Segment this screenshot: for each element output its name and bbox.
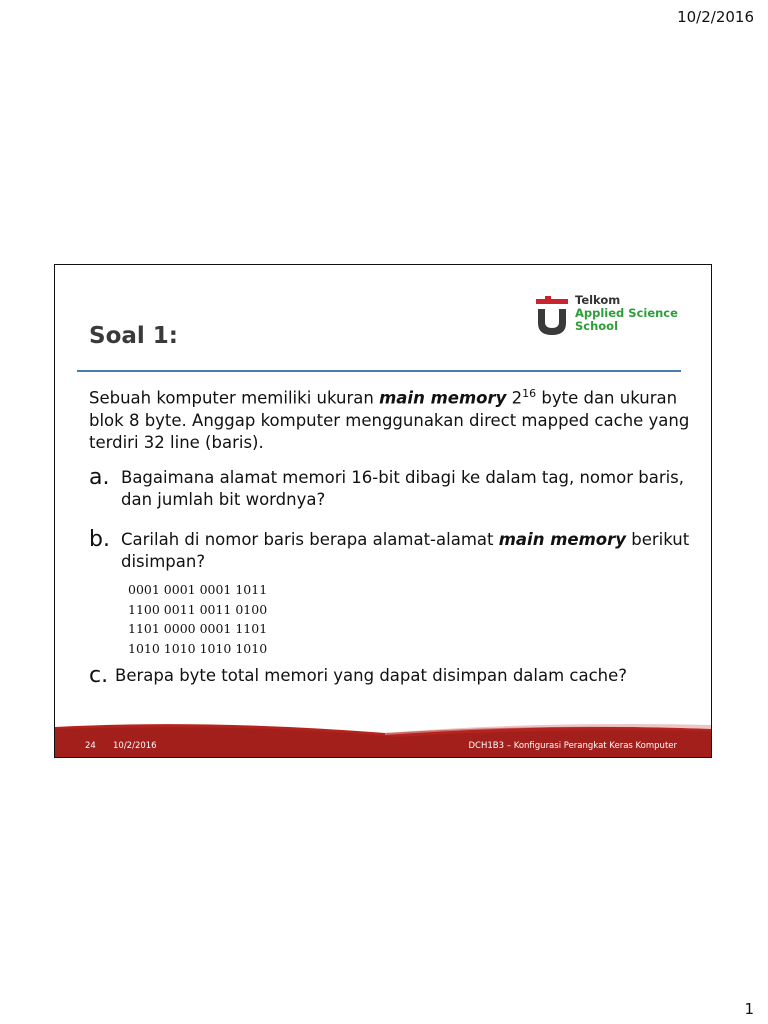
footer-slide-number: 24 xyxy=(85,741,96,751)
slide-footer xyxy=(55,719,711,757)
exponent: 16 xyxy=(522,387,537,400)
question-b-letter: b. xyxy=(89,527,110,552)
question-c-text: Berapa byte total memori yang dapat disimpan dalam cache? xyxy=(115,666,628,685)
address-list xyxy=(128,580,267,658)
logo-line-applied-science: Applied Science xyxy=(575,306,678,320)
problem-intro: Sebuah komputer memiliki ukuran main memory $2^{16}$ byte dan ukuran blok 8 byte. Anggap komputer menggunakan direct mapped cache yang terdiri 32 line (baris). xyxy=(89,387,690,452)
emphasis-main-memory-b: main memory xyxy=(498,530,626,549)
question-c-letter: c. xyxy=(89,663,109,688)
address-item: 1010 1010 1010 1010 xyxy=(128,640,268,656)
telkom-logo-mark-icon xyxy=(535,295,569,337)
question-a xyxy=(89,467,709,511)
title-divider xyxy=(77,370,681,372)
address-item: 1101 0000 0001 1101 xyxy=(128,621,268,636)
question-c xyxy=(89,665,709,687)
logo-line-school: School xyxy=(575,319,619,333)
footer-course: DCH1B3 – Konfigurasi Perangkat Keras Komputer xyxy=(468,741,677,751)
slide xyxy=(54,264,712,758)
telkom-logo xyxy=(533,295,703,339)
address-item: 0001 0001 0001 1011 xyxy=(128,582,268,597)
footer-date: 10/2/2016 xyxy=(113,741,157,751)
page-number: 1 xyxy=(744,1000,754,1018)
emphasis-main-memory: main memory xyxy=(379,388,507,408)
slide-title: Soal 1: xyxy=(89,323,178,349)
question-a-text: Bagaimana alamat memori 16-bit dibagi ke dalam tag, nomor baris, dan jumlah bit wordnya? xyxy=(121,468,685,509)
page-date: 10/2/2016 xyxy=(677,8,754,26)
question-a-letter: a. xyxy=(89,465,110,490)
logo-line-telkom: Telkom xyxy=(575,293,621,307)
address-item: 1100 0011 0011 0100 xyxy=(128,601,268,617)
question-b-text: Carilah di nomor baris berapa alamat-alamat main memory berikut disimpan? xyxy=(121,530,690,571)
footer-wave-icon xyxy=(55,719,712,757)
question-b xyxy=(89,529,709,573)
